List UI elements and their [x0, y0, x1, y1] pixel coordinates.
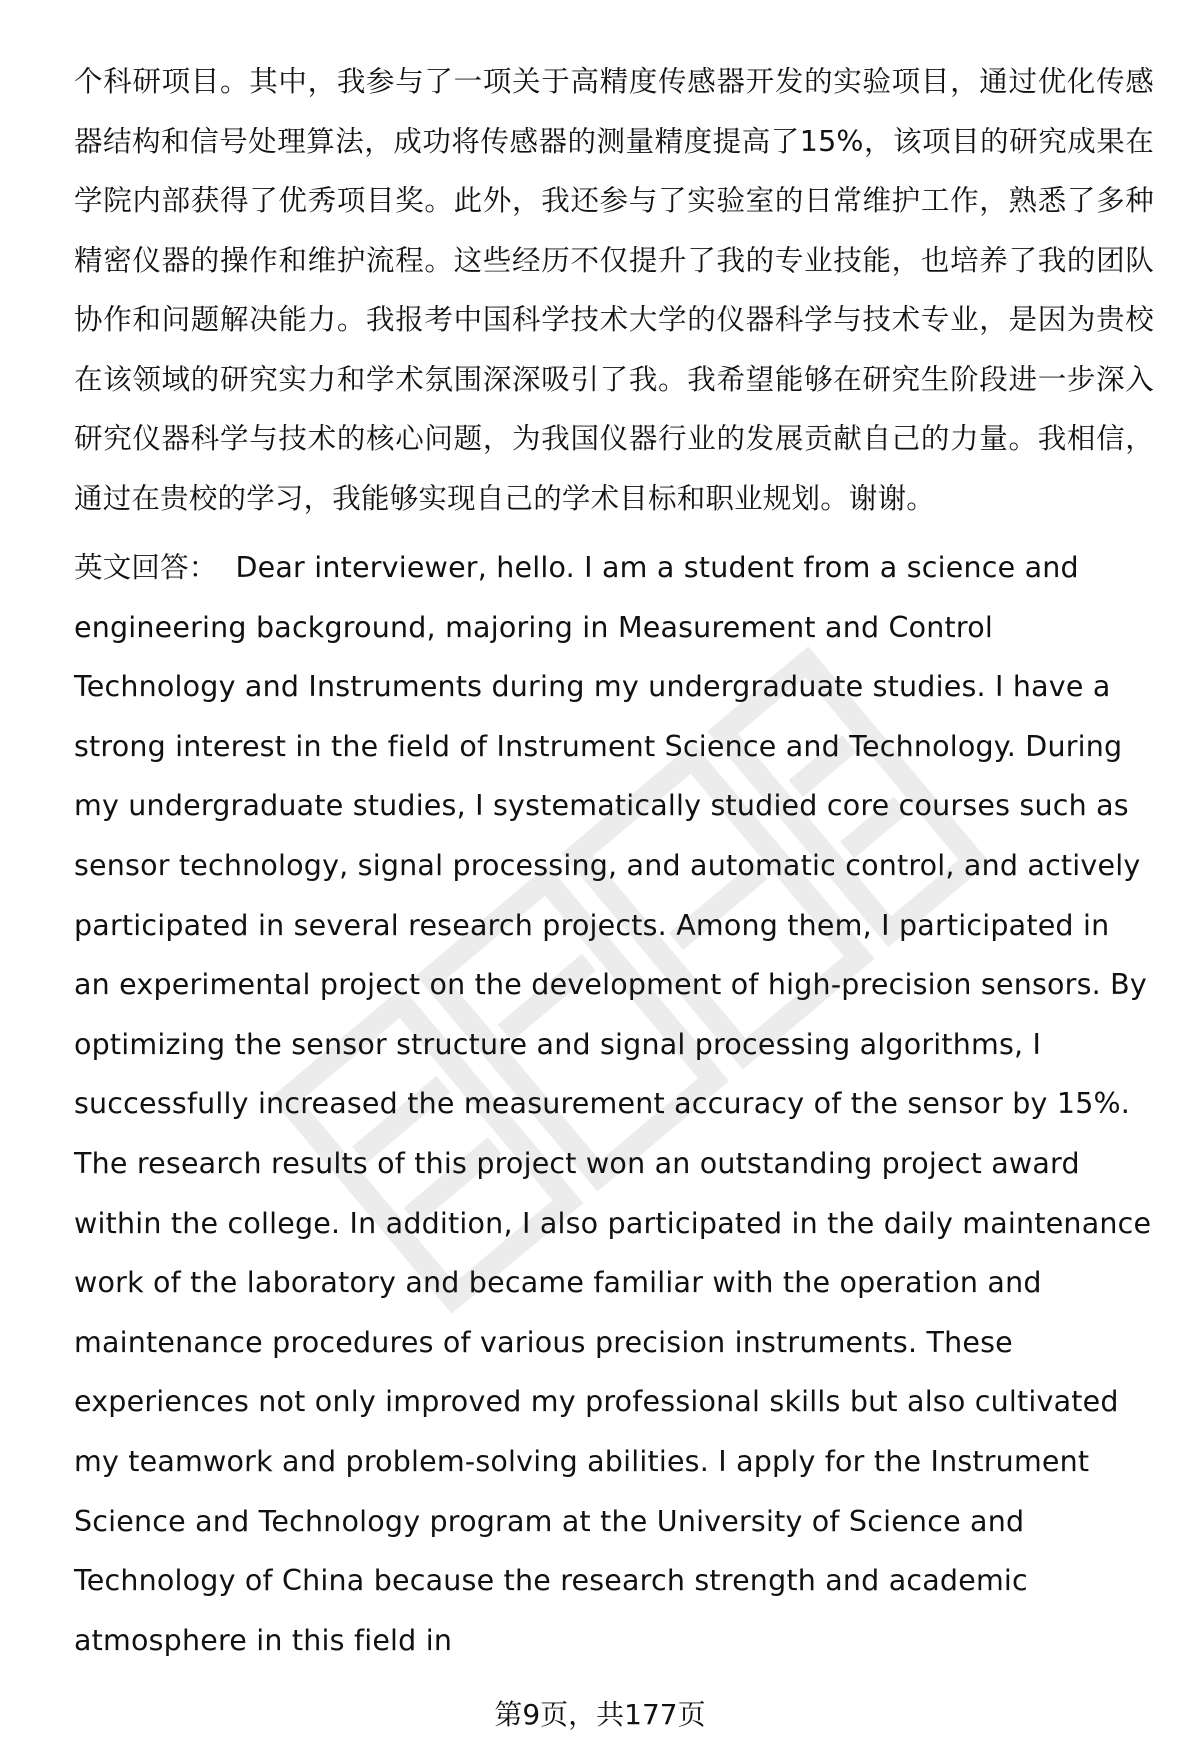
page-number-footer: 第9页，共177页 — [494, 1698, 706, 1731]
english-answer-paragraph — [74, 538, 1154, 1670]
english-answer-text: Dear interviewer, hello. I am a student from a science and engineering background, majoring in Measurement and Control Technology and Instruments during my undergraduate studies. I have a strong interest in the field of Instrument Science and Technology. During my undergraduate studies, I systematically studied core courses such as sensor technology, signal processing, and automatic control, and actively participated in several research projects. Among them, I participated in an experimental project on the development of high-precision sensors. By optimizing the sensor structure and signal processing algorithms, I successfully increased the measurement accuracy of the sensor by 15%. The research results of this project won an outstanding project award within the college. In addition, I also participated in the daily maintenance work of the laboratory and became familiar with the operation and maintenance procedures of various precision instruments. These experiences not only improved my professional skills but also cultivated my teamwork and problem-solving abilities. I apply for the Instrument Science and Technology program at the University of Science and Technology of China because the research strength and academic atmosphere in this field in — [74, 551, 1152, 1657]
document-body — [74, 52, 1154, 1670]
chinese-paragraph: 个科研项目。其中，我参与了一项关于高精度传感器开发的实验项目，通过优化传感器结构和信号处理算法，成功将传感器的测量精度提高了15%，该项目的研究成果在学院内部获得了优秀项目奖。此外，我还参与了实验室的日常维护工作，熟悉了多种精密仪器的操作和维护流程。这些经历不仅提升了我的专业技能，也培养了我的团队协作和问题解决能力。我报考中国科学技术大学的仪器科学与技术专业，是因为贵校在该领域的研究实力和学术氛围深深吸引了我。我希望能够在研究生阶段进一步深入研究仪器科学与技术的核心问题，为我国仪器行业的发展贡献自己的力量。我相信，通过在贵校的学习，我能够实现自己的学术目标和职业规划。谢谢。 — [74, 65, 1154, 515]
english-answer-label: 英文回答： — [74, 551, 218, 584]
